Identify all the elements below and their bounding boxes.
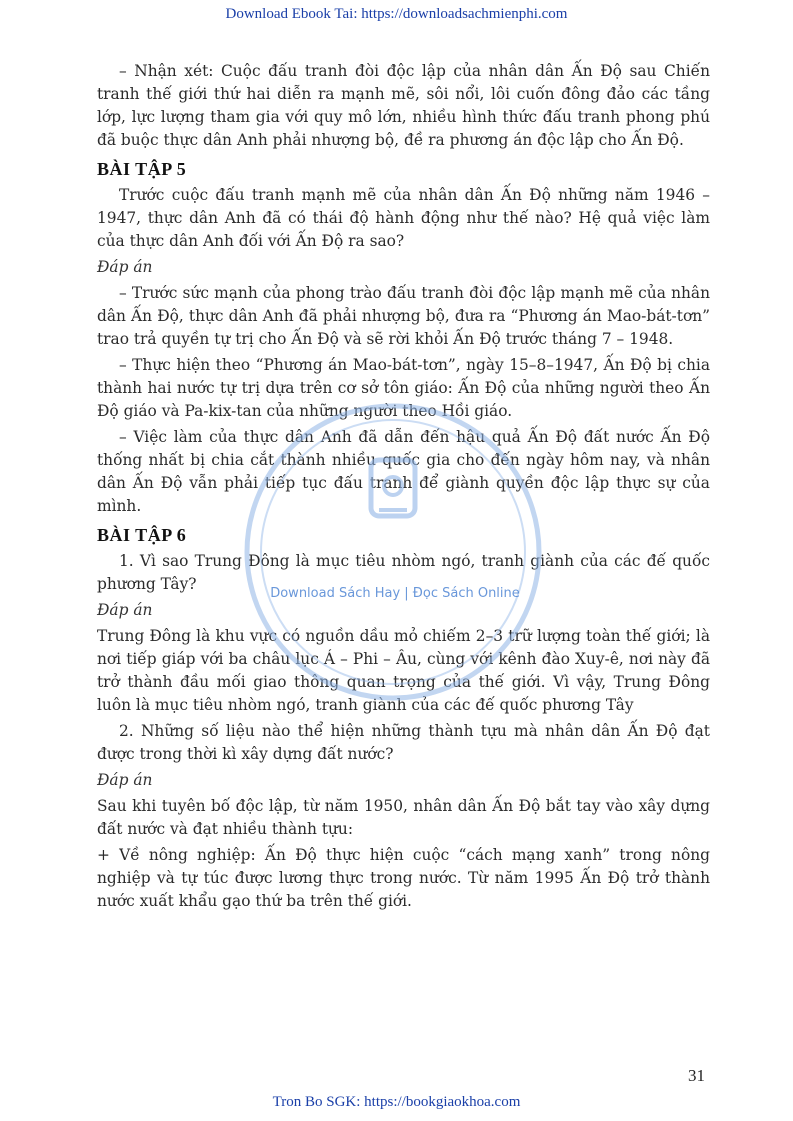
- exercise-5-answer-paragraph-3: – Việc làm của thực dân Anh đã dẫn đến hậu quả Ấn Độ đất nước Ấn Độ thống nhất bị chia cắt thành nhiều quốc gia cho đến ngày hôm nay, và nhân dân Ấn Độ vẫn phải tiếp tục đấu tranh để giành quyền độc lập thực sự của mình.: [97, 428, 710, 515]
- exercise-6-question-1: 1. Vì sao Trung Đông là mục tiêu nhòm ngó, tranh giành của các đế quốc phương Tây?: [97, 552, 710, 593]
- page-content: [97, 60, 710, 916]
- footer-sgk-link[interactable]: Tron Bo SGK: https://bookgiaokhoa.com: [272, 1094, 521, 1110]
- exercise-5-answer-paragraph-1: – Trước sức mạnh của phong trào đấu tranh đòi độc lập mạnh mẽ của nhân dân Ấn Độ, thực dân Anh đã phải nhượng bộ, đưa ra “Phương án Mao-bát-tơn” trao trả quyền tự trị cho Ấn Độ và sẽ rời khỏi Ấn Độ trước tháng 7 – 1948.: [97, 284, 710, 348]
- exercise-5-answer-label: Đáp án: [97, 258, 153, 276]
- page-number: 31: [688, 1066, 705, 1085]
- exercise-6-answer-label-1: Đáp án: [97, 601, 153, 619]
- watermark-text: Download Sách Hay | Đọc Sách Online: [270, 586, 520, 601]
- exercise-5-question: Trước cuộc đấu tranh mạnh mẽ của nhân dân Ấn Độ những năm 1946 – 1947, thực dân Anh đã có thái độ hành động như thế nào? Hệ quả việc làm của thực dân Anh đối với Ấn Độ ra sao?: [97, 186, 710, 250]
- exercise-6-answer-1: Trung Đông là khu vực có nguồn dầu mỏ chiếm 2–3 trữ lượng toàn thế giới; là nơi tiếp giáp với ba châu lục Á – Phi – Âu, cùng với kênh đào Xuy-ê, nơi này đã trở thành đầu mối giao thông quan trọng của thế giới. Vì vậy, Trung Đông luôn là mục tiêu nhòm ngó, tranh giành của các đế quốc phương Tây: [97, 627, 710, 714]
- intro-paragraph: – Nhận xét: Cuộc đấu tranh đòi độc lập của nhân dân Ấn Độ sau Chiến tranh thế giới thứ hai diễn ra mạnh mẽ, sôi nổi, lôi cuốn đông đảo các tầng lớp, lực lượng tham gia với quy mô lớn, nhiều hình thức đấu tranh phong phú đã buộc thực dân Anh phải nhượng bộ, đề ra phương án độc lập cho Ấn Độ.: [97, 62, 710, 149]
- exercise-6-answer-2-intro: Sau khi tuyên bố độc lập, từ năm 1950, nhân dân Ấn Độ bắt tay vào xây dựng đất nước và đạt nhiều thành tựu:: [97, 797, 710, 838]
- exercise-6-answer-label-2: Đáp án: [97, 771, 153, 789]
- exercise-6-heading: BÀI TẬP 6: [97, 525, 187, 545]
- exercise-5-heading: BÀI TẬP 5: [97, 159, 187, 179]
- header-download-link[interactable]: Download Ebook Tai: https://downloadsachmienphi.com: [225, 6, 568, 22]
- exercise-5-answer-paragraph-2: – Thực hiện theo “Phương án Mao-bát-tơn”, ngày 15–8–1947, Ấn Độ bị chia thành hai nước tự trị dựa trên cơ sở tôn giáo: Ấn Độ của những người theo Ấn Độ giáo và Pa-kix-tan của những người theo Hồi giáo.: [97, 356, 710, 420]
- exercise-6-question-2: 2. Những số liệu nào thể hiện những thành tựu mà nhân dân Ấn Độ đạt được trong thời kì xây dựng đất nước?: [97, 722, 710, 763]
- exercise-6-answer-2-agriculture: + Về nông nghiệp: Ấn Độ thực hiện cuộc “cách mạng xanh” trong nông nghiệp và tự túc được lương thực trong nước. Từ năm 1995 Ấn Độ trở thành nước xuất khẩu gạo thứ ba trên thế giới.: [97, 846, 710, 910]
